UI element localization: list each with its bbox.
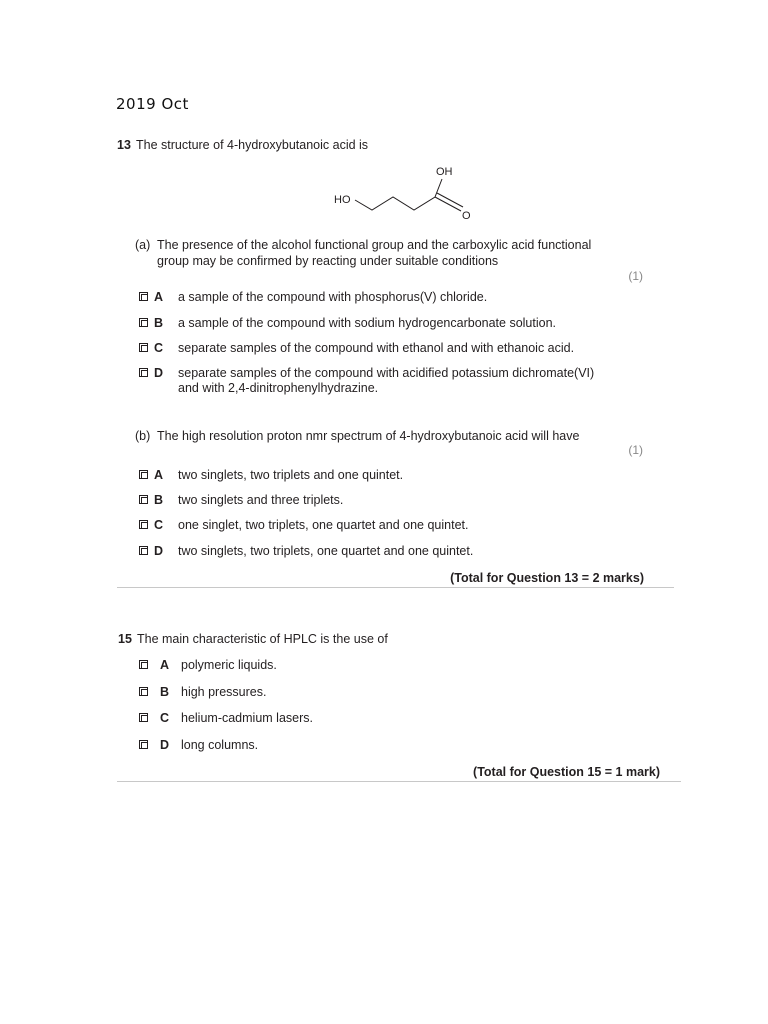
option-letter: C bbox=[154, 518, 164, 532]
question-text: The main characteristic of HPLC is the use of bbox=[137, 632, 388, 646]
option-c[interactable] bbox=[139, 711, 313, 726]
part-a-line-1: The presence of the alcohol functional group and the carboxylic acid functional bbox=[157, 238, 592, 252]
option-a[interactable] bbox=[139, 468, 403, 483]
checkbox[interactable] bbox=[139, 520, 148, 529]
chemical-structure-diagram bbox=[330, 162, 480, 224]
option-c[interactable] bbox=[139, 341, 574, 356]
question-13-total: (Total for Question 13 = 2 marks) bbox=[450, 571, 644, 585]
checkbox[interactable] bbox=[139, 318, 148, 327]
option-b[interactable] bbox=[139, 493, 343, 508]
divider bbox=[117, 781, 681, 782]
structure-label-ho: HO bbox=[334, 194, 351, 206]
checkbox[interactable] bbox=[139, 713, 148, 722]
structure-label-oh: OH bbox=[436, 166, 453, 178]
checkbox[interactable] bbox=[139, 660, 148, 669]
checkbox[interactable] bbox=[139, 470, 148, 479]
option-letter: B bbox=[160, 685, 170, 699]
question-13-stem bbox=[117, 138, 368, 152]
carbon-chain-bonds bbox=[355, 179, 442, 210]
option-a[interactable] bbox=[139, 290, 487, 305]
part-b-mark: (1) bbox=[628, 443, 643, 457]
question-number: 13 bbox=[117, 138, 131, 152]
checkbox[interactable] bbox=[139, 740, 148, 749]
option-text: helium-cadmium lasers. bbox=[181, 711, 313, 725]
page-heading: 2019 Oct bbox=[116, 95, 189, 113]
option-b[interactable] bbox=[139, 685, 266, 700]
option-d[interactable] bbox=[139, 738, 258, 753]
question-15-stem bbox=[118, 632, 388, 646]
option-letter: A bbox=[154, 290, 164, 304]
checkbox[interactable] bbox=[139, 495, 148, 504]
option-letter: C bbox=[154, 341, 164, 355]
option-text: polymeric liquids. bbox=[181, 658, 277, 672]
checkbox[interactable] bbox=[139, 546, 148, 555]
structure-label-o: O bbox=[462, 210, 471, 222]
option-text: high pressures. bbox=[181, 685, 267, 699]
checkbox[interactable] bbox=[139, 343, 148, 352]
option-letter: B bbox=[154, 316, 164, 330]
option-text: two singlets and three triplets. bbox=[178, 493, 344, 507]
option-letter: B bbox=[154, 493, 164, 507]
option-c[interactable] bbox=[139, 518, 468, 533]
option-letter: D bbox=[154, 366, 164, 380]
option-letter: D bbox=[160, 738, 170, 752]
part-a-stem bbox=[135, 237, 615, 269]
question-15-total: (Total for Question 15 = 1 mark) bbox=[473, 765, 660, 779]
option-text: separate samples of the compound with acidified potassium dichromate(VI) bbox=[178, 366, 595, 380]
option-letter: A bbox=[160, 658, 170, 672]
part-b-stem bbox=[135, 428, 579, 444]
option-text: a sample of the compound with sodium hydrogencarbonate solution. bbox=[178, 316, 557, 330]
question-text: The structure of 4-hydroxybutanoic acid is bbox=[136, 138, 369, 152]
divider bbox=[117, 587, 674, 588]
part-a-mark: (1) bbox=[628, 269, 643, 283]
checkbox[interactable] bbox=[139, 368, 148, 377]
option-text: a sample of the compound with phosphorus(V) chloride. bbox=[178, 290, 488, 304]
option-d[interactable] bbox=[139, 544, 473, 559]
option-a[interactable] bbox=[139, 658, 277, 673]
option-text-continued: and with 2,4-dinitrophenylhydrazine. bbox=[178, 381, 379, 395]
checkbox[interactable] bbox=[139, 687, 148, 696]
option-text: separate samples of the compound with ethanol and with ethanoic acid. bbox=[178, 341, 575, 355]
part-label: (a) bbox=[135, 238, 151, 252]
question-number: 15 bbox=[118, 632, 132, 646]
part-a-line-2: group may be confirmed by reacting under suitable conditions bbox=[157, 254, 499, 268]
option-text: one singlet, two triplets, one quartet and one quintet. bbox=[178, 518, 469, 532]
option-b[interactable] bbox=[139, 316, 556, 331]
checkbox[interactable] bbox=[139, 292, 148, 301]
option-letter: A bbox=[154, 468, 164, 482]
option-text: long columns. bbox=[181, 738, 259, 752]
option-text: two singlets, two triplets and one quintet. bbox=[178, 468, 404, 482]
part-label: (b) bbox=[135, 429, 151, 443]
part-b-text: The high resolution proton nmr spectrum of 4-hydroxybutanoic acid will have bbox=[157, 429, 580, 443]
option-letter: D bbox=[154, 544, 164, 558]
option-text: two singlets, two triplets, one quartet and one quintet. bbox=[178, 544, 474, 558]
option-d[interactable] bbox=[139, 366, 594, 396]
option-letter: C bbox=[160, 711, 170, 725]
